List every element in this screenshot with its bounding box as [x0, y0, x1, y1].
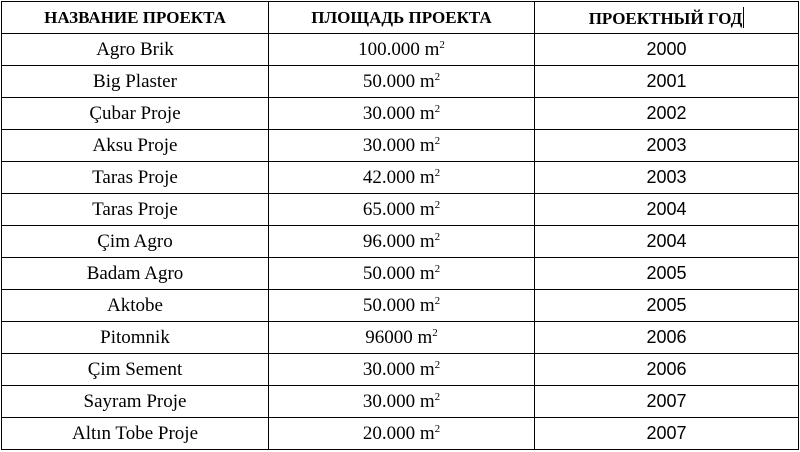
project-area-value: 50.000 m: [362, 294, 435, 316]
table-row: [2, 386, 799, 418]
project-name-cell: Big Plaster: [2, 66, 269, 98]
table-row: [2, 66, 799, 98]
project-year-cell: 2005: [535, 290, 799, 322]
column-header-year-label: ПРОЕКТНЫЙ ГОД: [588, 8, 743, 28]
project-area-cell: [269, 258, 535, 290]
table-row: [2, 290, 799, 322]
project-name-cell: Çim Agro: [2, 226, 269, 258]
project-area-cell: [269, 98, 535, 130]
project-area-value: 100.000 m: [358, 38, 440, 60]
project-area-value: 50.000 m: [362, 262, 435, 284]
project-name-cell: Altın Tobe Proje: [2, 418, 269, 450]
project-area-value: 20.000 m: [362, 422, 435, 444]
column-header-year: [535, 2, 799, 34]
area-unit-exponent: 2: [434, 166, 441, 179]
project-area-cell: [269, 34, 535, 66]
project-area-cell: [269, 226, 535, 258]
table-body: [2, 34, 799, 450]
project-year-cell: 2000: [535, 34, 799, 66]
project-year-cell: 2004: [535, 194, 799, 226]
project-name-cell: Aksu Proje: [2, 130, 269, 162]
column-header-area: [269, 2, 535, 34]
area-unit-exponent: 2: [434, 230, 441, 243]
project-year-cell: 2002: [535, 98, 799, 130]
table-header-row: [2, 2, 799, 34]
project-name-cell: Taras Proje: [2, 194, 269, 226]
project-area-cell: [269, 418, 535, 450]
table-row: [2, 226, 799, 258]
column-header-area-label: ПЛОЩАДЬ ПРОЕКТА: [311, 7, 492, 27]
project-year-cell: 2003: [535, 130, 799, 162]
table-row: [2, 194, 799, 226]
text-cursor: [743, 7, 744, 28]
area-unit-exponent: 2: [434, 422, 441, 435]
area-unit-exponent: 2: [434, 134, 441, 147]
area-unit-exponent: 2: [434, 294, 441, 307]
project-name-cell: Agro Brik: [2, 34, 269, 66]
project-area-value: 30.000 m: [362, 390, 435, 412]
area-unit-exponent: 2: [434, 102, 441, 115]
table-row: [2, 34, 799, 66]
project-name-cell: Pitomnik: [2, 322, 269, 354]
project-area-cell: [269, 354, 535, 386]
project-area-value: 96000 m: [365, 326, 433, 348]
project-area-value: 30.000 m: [362, 134, 435, 156]
area-unit-exponent: 2: [434, 70, 441, 83]
area-unit-exponent: 2: [434, 358, 441, 371]
project-area-cell: [269, 66, 535, 98]
project-area-cell: [269, 386, 535, 418]
table-row: [2, 130, 799, 162]
project-year-cell: 2003: [535, 162, 799, 194]
project-year-cell: 2001: [535, 66, 799, 98]
area-unit-exponent: 2: [432, 326, 438, 339]
project-year-cell: 2007: [535, 418, 799, 450]
table-row: [2, 354, 799, 386]
project-name-cell: Aktobe: [2, 290, 269, 322]
projects-table: [1, 1, 799, 450]
table-row: [2, 162, 799, 194]
project-name-cell: Çubar Proje: [2, 98, 269, 130]
project-name-cell: Taras Proje: [2, 162, 269, 194]
area-unit-exponent: 2: [434, 390, 441, 403]
table-row: [2, 418, 799, 450]
project-area-cell: [269, 194, 535, 226]
project-area-value: 30.000 m: [362, 102, 435, 124]
table-row: [2, 258, 799, 290]
area-unit-exponent: 2: [434, 198, 441, 211]
project-year-cell: 2006: [535, 322, 799, 354]
project-name-cell: Çim Sement: [2, 354, 269, 386]
project-area-value: 96.000 m: [362, 230, 435, 252]
project-area-value: 65.000 m: [362, 198, 435, 220]
column-header-name: [2, 2, 269, 34]
table-row: [2, 322, 799, 354]
area-unit-exponent: 2: [439, 38, 445, 51]
project-area-cell: [269, 322, 535, 354]
column-header-name-label: НАЗВАНИЕ ПРОЕКТА: [44, 7, 226, 27]
area-unit-exponent: 2: [434, 262, 441, 275]
table-row: [2, 98, 799, 130]
project-area-cell: [269, 130, 535, 162]
project-name-cell: Sayram Proje: [2, 386, 269, 418]
project-year-cell: 2006: [535, 354, 799, 386]
project-year-cell: 2004: [535, 226, 799, 258]
project-area-cell: [269, 290, 535, 322]
project-area-value: 50.000 m: [362, 70, 435, 92]
project-year-cell: 2005: [535, 258, 799, 290]
project-year-cell: 2007: [535, 386, 799, 418]
project-area-value: 30.000 m: [362, 358, 435, 380]
project-area-value: 42.000 m: [362, 166, 435, 188]
project-name-cell: Badam Agro: [2, 258, 269, 290]
project-area-cell: [269, 162, 535, 194]
